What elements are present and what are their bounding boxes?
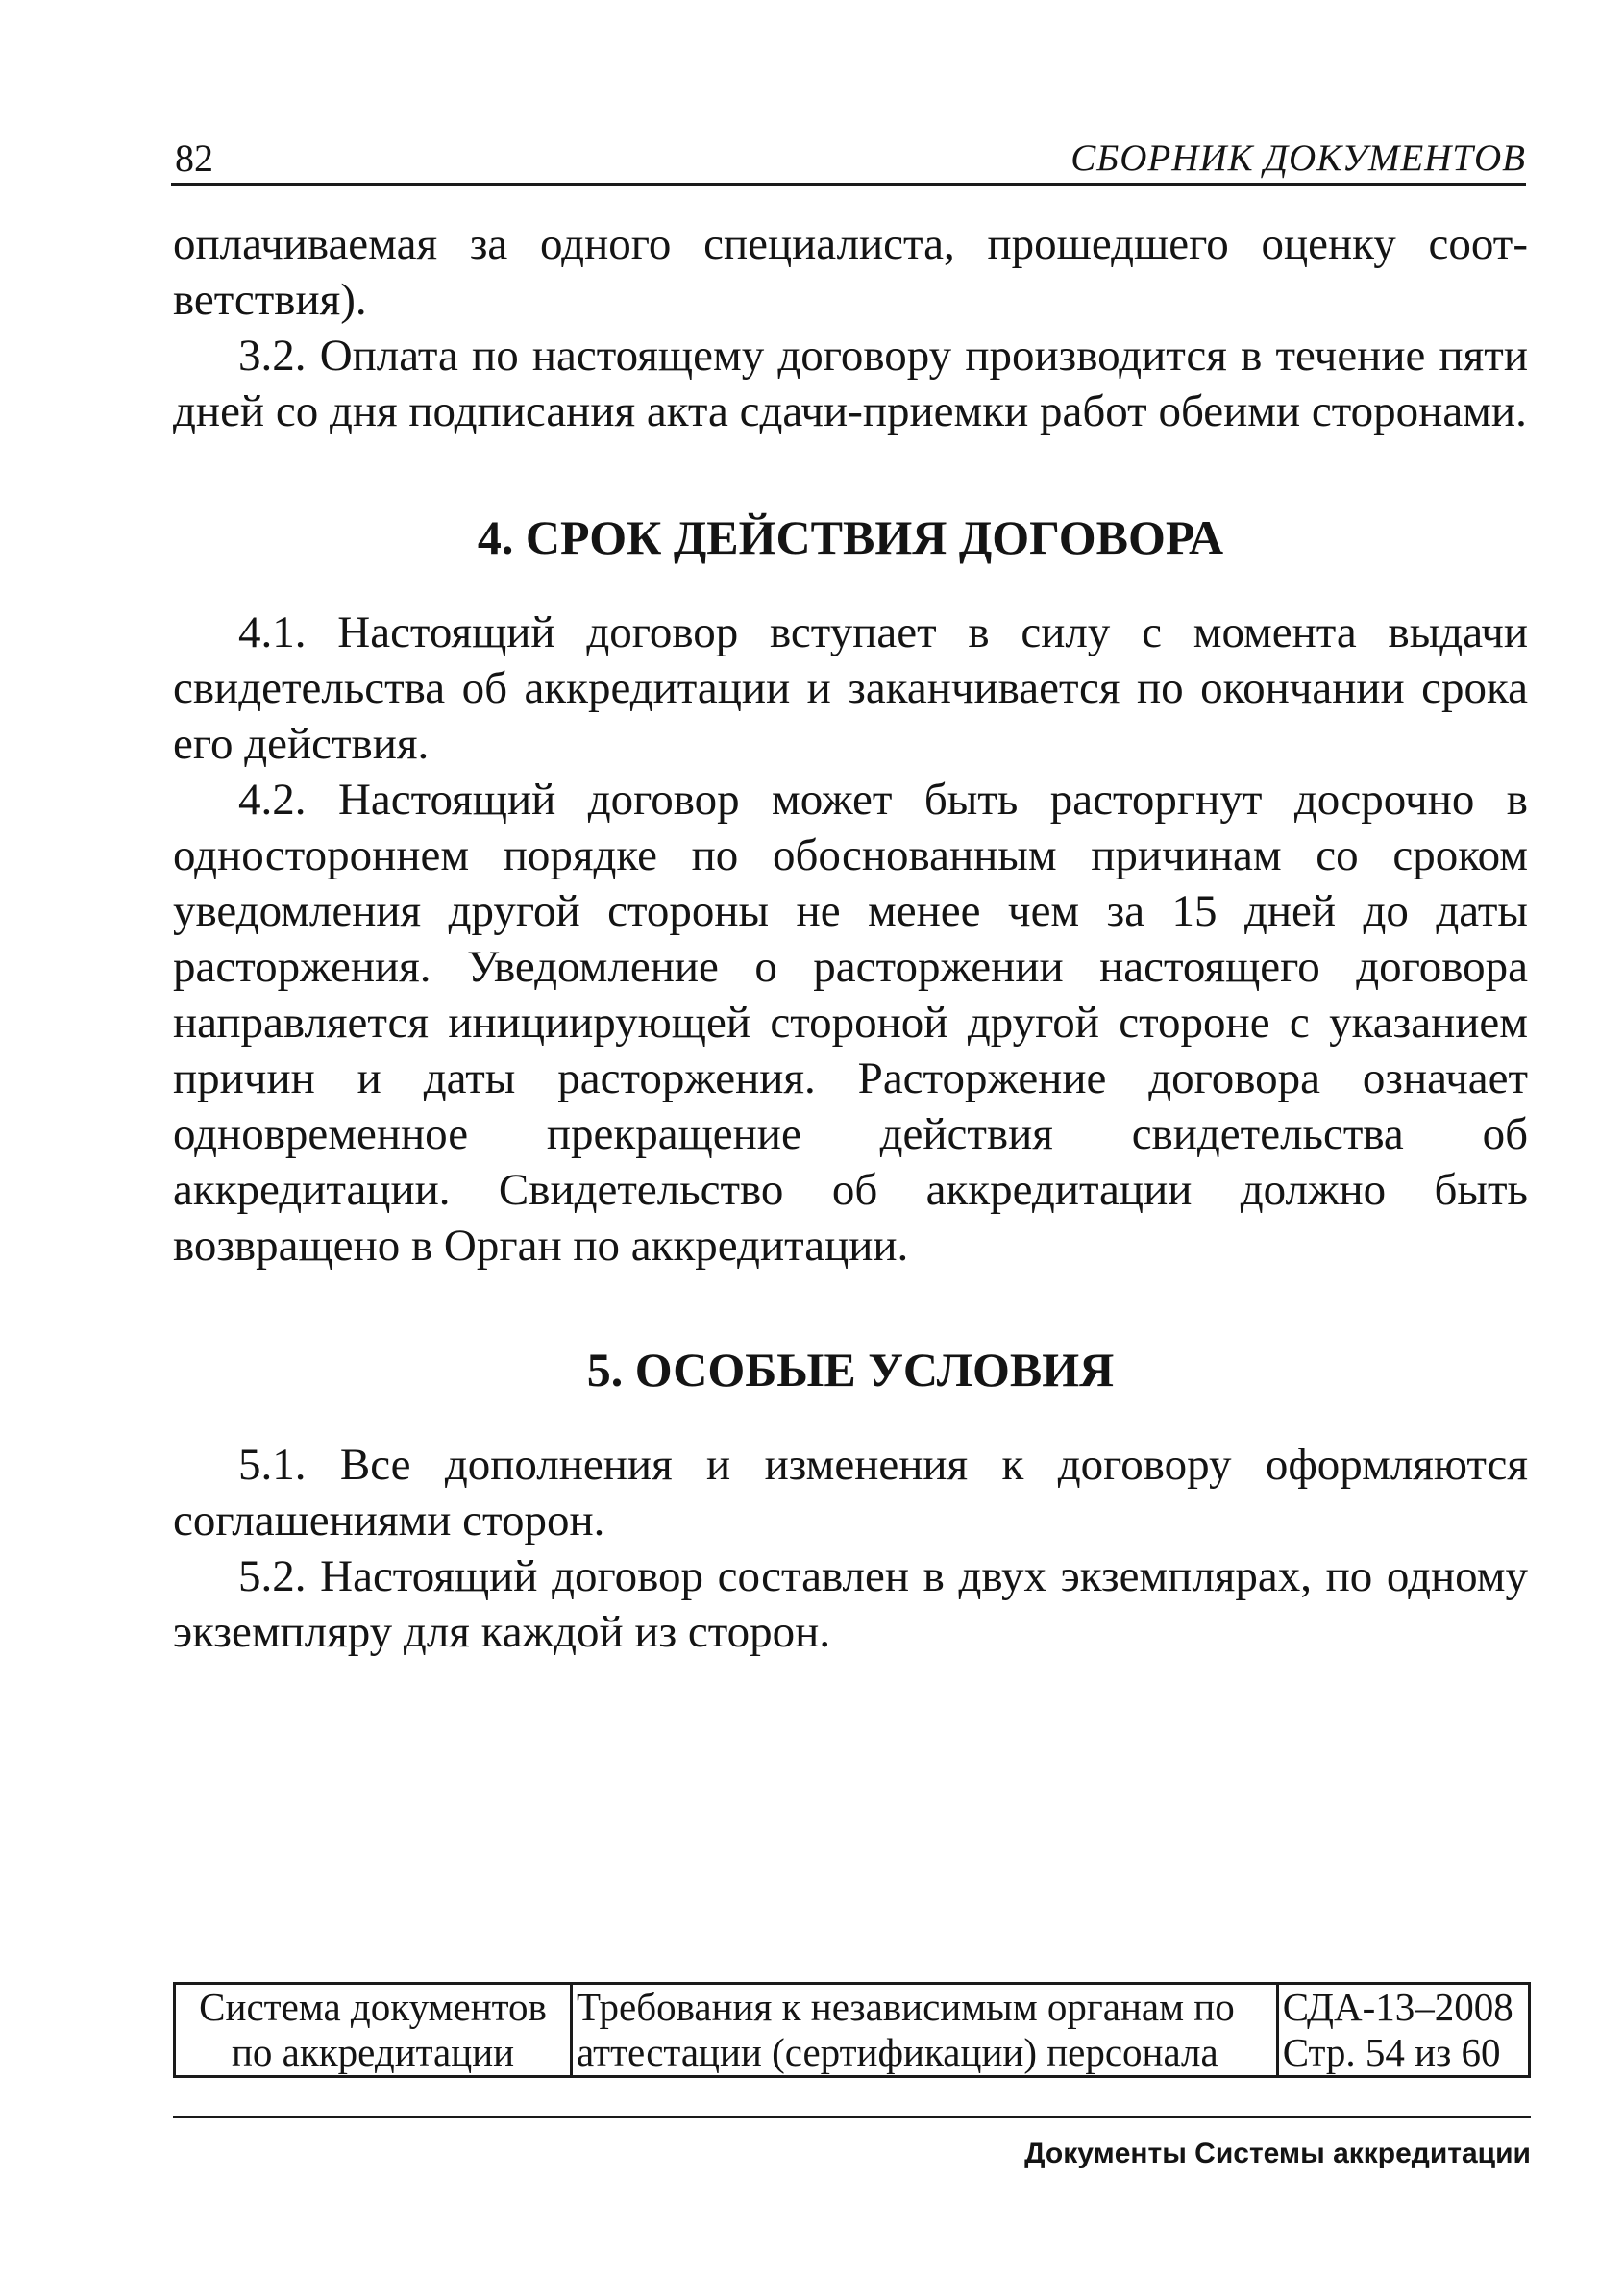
paragraph-4-1: 4.1. Настоящий договор вступает в силу с момента выдачи свидетельства об аккредитации и заканчивается по окончании срока его действия.	[173, 607, 1528, 769]
paragraph-5-2: 5.2. Настоящий договор составлен в двух экземплярах, по одному экземпляру для каждой из сторон.	[173, 1551, 1528, 1657]
footer-system-cell	[175, 1984, 572, 2077]
document-footer-table	[173, 1982, 1531, 2078]
document-body	[173, 216, 1528, 1660]
bottom-rule	[173, 2116, 1531, 2118]
footer-requirements-line1: Требования к независимым органам по	[577, 1985, 1235, 2029]
footer-code-cell	[1277, 1984, 1529, 2077]
footer-table-row	[175, 1984, 1530, 2077]
paragraph-intro-line1: оплачиваемая за одного специалиста, прошедшего оценку соот-	[173, 219, 1528, 269]
footer-requirements-line2: аттестации (сертификации) персонала	[577, 2030, 1218, 2074]
paragraph-5-1: 5.1. Все дополнения и изменения к договору оформляются соглашениями сторон.	[173, 1440, 1528, 1546]
paragraph-4-2: 4.2. Настоящий договор может быть расторгнут досрочно в одностороннем порядке по обоснованным причинам со сроком уведомления другой стороны не менее чем за 15 дней до даты расторжения. Уведомление о расторжении настоящего договора направляется инициирующей стороной другой стороне с указанием причин и даты расторжения. Расторжение договора означает одновременное прекращение действия свидетельства об аккредитации. Свидетельство об аккредитации должно быть возвращено в Орган по аккредитации.	[173, 775, 1528, 1271]
section-5-heading: 5. ОСОБЫЕ УСЛОВИЯ	[586, 1343, 1115, 1397]
footer-system-line2: по аккредитации	[231, 2030, 515, 2074]
paragraph-intro-line2: ветствия).	[173, 275, 367, 325]
footer-document-code: СДА-13–2008	[1282, 1985, 1513, 2029]
page-number: 82	[175, 136, 213, 180]
running-title: СБОРНИК ДОКУМЕНТОВ	[1070, 137, 1526, 179]
page-header	[171, 135, 1526, 186]
footer-requirements-cell	[572, 1984, 1278, 2077]
section-4-heading: 4. СРОК ДЕЙСТВИЯ ДОГОВОРА	[477, 510, 1224, 564]
footer-system-line1: Система документов	[199, 1985, 547, 2029]
footer-page-count: Стр. 54 из 60	[1282, 2030, 1501, 2074]
footer-credit: Документы Системы аккредитации	[1024, 2138, 1531, 2169]
paragraph-3-2: 3.2. Оплата по настоящему договору производится в течение пяти дней со дня подписания акта сдачи-приемки работ обеими сторонами.	[173, 331, 1528, 436]
